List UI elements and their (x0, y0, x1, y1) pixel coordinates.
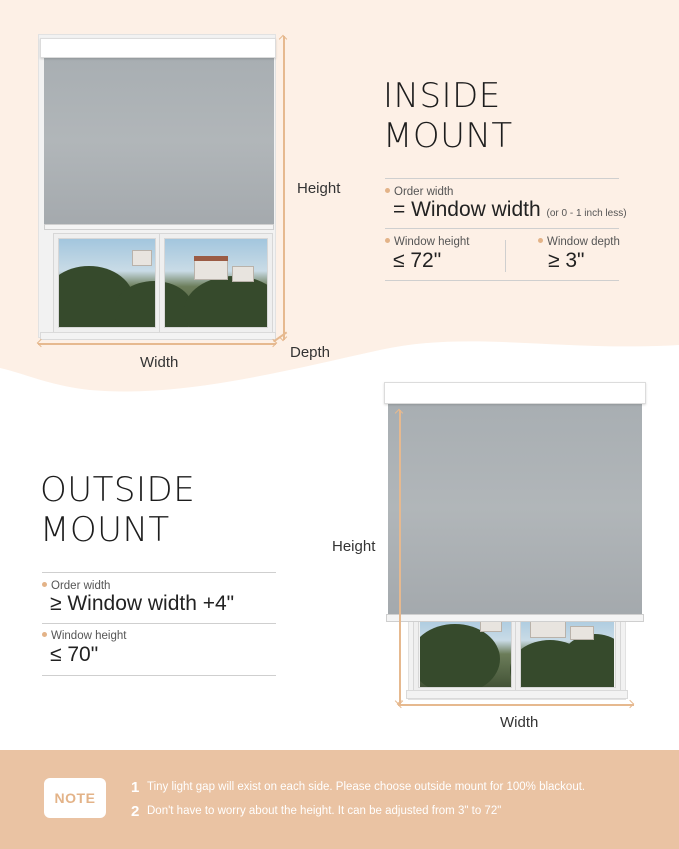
outside-width-arrow (398, 704, 634, 706)
inside-order-width-label: Order width (385, 186, 453, 198)
bullet-dot-icon (538, 238, 543, 243)
roller-shade (44, 56, 274, 226)
inside-height-label: Height (297, 180, 341, 197)
inside-mount-illustration (34, 34, 284, 346)
outside-width-label: Width (500, 714, 539, 731)
bullet-dot-icon (42, 582, 47, 587)
note-item-text: Tiny light gap will exist on each side. Please choose outside mount for 100% blackout. (147, 781, 586, 793)
divider (385, 178, 619, 179)
outside-height-arrow (399, 410, 401, 704)
inside-window-height-value: ≤ 72" (393, 249, 442, 272)
roller-shade (388, 402, 642, 614)
inside-window-height-label: Window height (385, 236, 469, 248)
outside-mount-title-line1: OUTSIDE (40, 470, 196, 510)
inside-order-width-value: = Window width (or 0 - 1 inch less) (393, 198, 627, 221)
outside-order-width-label: Order width (42, 580, 110, 592)
divider (42, 675, 276, 676)
inside-depth-label: Depth (290, 344, 331, 361)
outside-mount-title-line2: MOUNT (40, 510, 170, 550)
divider (385, 280, 619, 281)
bullet-dot-icon (385, 238, 390, 243)
shade-valance (384, 382, 646, 404)
inside-window-depth-value: ≥ 3" (548, 249, 585, 272)
divider (42, 572, 276, 573)
inside-mount-title-line2: MOUNT (383, 116, 513, 156)
window-sill (40, 332, 276, 340)
window-sill (406, 690, 628, 699)
divider (385, 228, 619, 229)
note-item-number: 1 (131, 779, 140, 796)
window-sash-left (54, 234, 160, 332)
shade-bottom-bar (386, 614, 644, 622)
bullet-dot-icon (385, 188, 390, 193)
divider (505, 240, 506, 272)
outside-window-height-value: ≤ 70" (50, 643, 99, 666)
outside-mount-illustration (382, 380, 648, 706)
inside-order-width-note: (or 0 - 1 inch less) (546, 208, 627, 219)
note-item-number: 2 (131, 803, 140, 820)
inside-mount-title-line1: INSIDE (383, 76, 501, 116)
inside-height-arrow (283, 36, 285, 340)
note-badge: NOTE (44, 778, 106, 818)
inside-width-arrow (38, 343, 276, 345)
divider (42, 623, 276, 624)
window-sash-right (160, 234, 272, 332)
inside-width-label: Width (140, 354, 179, 371)
shade-bottom-bar (44, 224, 274, 230)
shade-valance (40, 38, 276, 58)
outside-height-label: Height (332, 538, 376, 555)
outside-window-height-label: Window height (42, 630, 126, 642)
inside-window-depth-label: Window depth (538, 236, 620, 248)
outside-order-width-value: ≥ Window width +4" (50, 592, 235, 615)
bullet-dot-icon (42, 632, 47, 637)
note-item-text: Don't have to worry about the height. It can be adjusted from 3" to 72" (147, 805, 502, 817)
